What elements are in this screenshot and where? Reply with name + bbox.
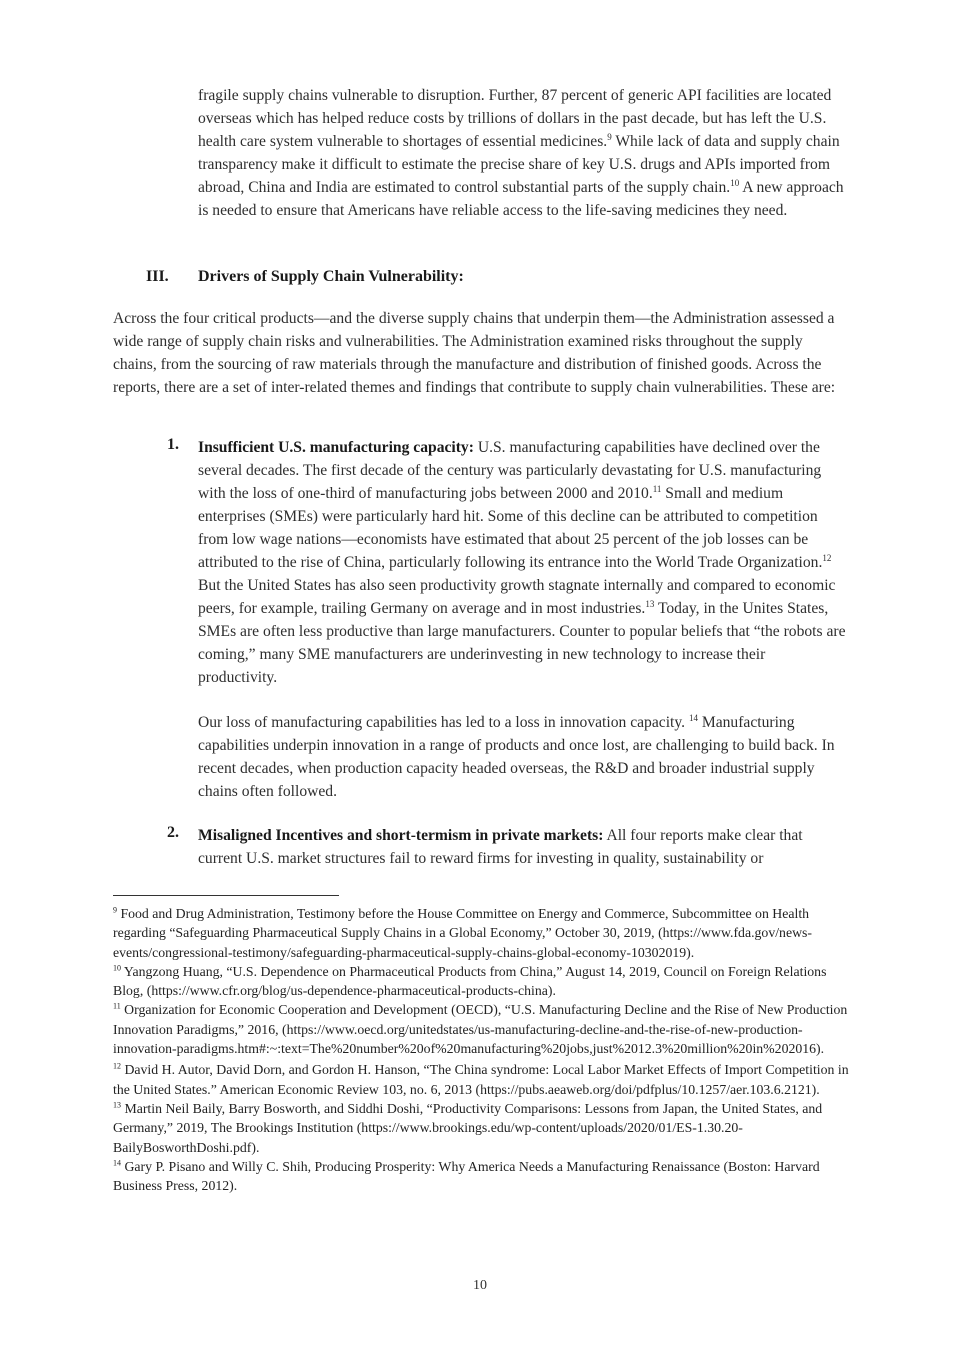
footnote-9 [113, 904, 853, 962]
list-item-1-text-d: Today, in the Unites States, SMEs are often less productive than large manufacturers. Counter to popular beliefs that “the robots are coming,” many SME manufacturers are underinvesting in new technology to increase their productivity. [198, 600, 846, 686]
intro-text-c: A new approach is needed to ensure that Americans have reliable access to the life-saving medicines they need. [198, 179, 844, 219]
section-number: III. [146, 268, 169, 285]
footnote-number: 10 [113, 963, 121, 973]
list-item-1-paragraph [198, 436, 848, 689]
footnote-text: Food and Drug Administration, Testimony before the House Committee on Energy and Commerce, Subcommittee on Health regarding “Safeguarding Pharmaceutical Supply Chains in a Global Economy,” October 30, 2019, (https://www.fda.gov/news-events/congressional-testimony/safeguarding-pharmaceutical-supply-chains-global-economy-10302019). [113, 906, 812, 960]
footnote-number: 12 [113, 1061, 121, 1071]
footnote-12 [113, 1060, 853, 1099]
list-item-1-lead: Insufficient U.S. manufacturing capacity: [198, 439, 474, 456]
footnote-ref-10[interactable]: 10 [730, 177, 740, 188]
page-number: 10 [473, 1278, 487, 1293]
footnote-text: Organization for Economic Cooperation and Development (OECD), “U.S. Manufacturing Decline and the Rise of New Production Innovation Paradigms,” 2016, (https://www.oecd.org/unitedstates/us-manufacturing-decline-and-the-rise-of-new-production-innovation-paradigms.htm#:~:text=The%20number%20of%20manufacturing%20jobs,just%2012.3%20million%20in%202016). [113, 1002, 848, 1057]
footnote-ref-11[interactable]: 11 [652, 483, 662, 494]
list-item-1-text-a: U.S. manufacturing capabilities have declined over the several decades. The first decade of the century was particularly devastating for U.S. manufacturing with the loss of one-third of manufacturing jobs between 2000 and 2010. [198, 439, 822, 502]
footnote-10 [113, 962, 853, 1001]
footnotes [113, 904, 853, 1195]
footnote-text: Yangzong Huang, “U.S. Dependence on Pharmaceutical Products from China,” August 14, 2019, Council on Foreign Relations Blog, (https://www.cfr.org/blog/us-dependence-pharmaceutical-products-china). [113, 963, 827, 999]
footnote-separator [113, 895, 339, 896]
footnote-number: 14 [113, 1158, 121, 1168]
list-item-1-text-b: Small and medium enterprises (SMEs) were particularly hard hit. Some of this decline can be attributed to competition from low wage nations—economists have estimated that about 25 percent of the job losses can be attributed to the rise of China, particularly following its entrance into the World Trade Organization. [198, 485, 823, 571]
list-item-2-text: All four reports make clear that current U.S. market structures fail to reward firms for investing in quality, sustainability or [198, 827, 803, 867]
footnote-number: 11 [113, 1001, 121, 1011]
list-item-2-paragraph [198, 824, 848, 870]
footnote-ref-14[interactable]: 14 [688, 712, 698, 723]
footnote-13 [113, 1099, 853, 1157]
intro-text-b: While lack of data and supply chain transparency make it difficult to estimate the precise share of key U.S. drugs and APIs imported from abroad, China and India are estimated to control substantial parts of the supply chain. [198, 133, 840, 196]
list-item-1-p2-text-a: Our loss of manufacturing capabilities has led to a loss in innovation capacity. [198, 714, 689, 731]
footnote-text: Gary P. Pisano and Willy C. Shih, Producing Prosperity: Why America Needs a Manufacturing Renaissance (Boston: Harvard Business Press, 2012). [113, 1158, 820, 1194]
list-item-number-2: 2. [167, 824, 179, 841]
list-item-2-lead: Misaligned Incentives and short-termism in private markets: [198, 827, 604, 844]
list-item-number-1: 1. [167, 436, 179, 453]
list-item-1-p2-text-b: Manufacturing capabilities underpin innovation in a range of products and once lost, are challenging to build back. In recent decades, when production capacity headed overseas, the R&D and broader industrial supply chains often followed. [198, 714, 835, 800]
footnote-number: 13 [113, 1100, 121, 1110]
intro-text-a: fragile supply chains vulnerable to disruption. Further, 87 percent of generic API facilities are located overseas which has helped reduce costs by trillions of dollars in the past decade, but has left the U.S. health care system vulnerable to shortages of essential medicines. [198, 87, 832, 150]
footnote-14 [113, 1157, 853, 1196]
intro-paragraph [198, 84, 848, 222]
footnote-text: Martin Neil Baily, Barry Bosworth, and Siddhi Doshi, “Productivity Comparisons: Lessons from Japan, the United States, and Germany,” 2019, The Brookings Institution (https://www.brookings.edu/wp-content/uploads/2020/01/ES-1.30.20-BailyBosworthDoshi.pdf). [113, 1100, 823, 1155]
list-item-1-text-c: But the United States has also seen productivity growth stagnate internally and compared to economic peers, for example, trailing Germany on average and in most industries. [198, 577, 836, 617]
footnote-text: David H. Autor, David Dorn, and Gordon H. Hanson, “The China syndrome: Local Labor Market Effects of Import Competition in the United States.” American Economic Review 103, no. 6, 2013 (https://pubs.aeaweb.org/doi/pdfplus/10.1257/aer.103.6.2121). [113, 1062, 849, 1097]
footnote-ref-13[interactable]: 13 [645, 598, 655, 609]
footnote-number: 9 [113, 905, 117, 915]
section-paragraph: Across the four critical products—and the diverse supply chains that underpin them—the Administration assessed a wide range of supply chain risks and vulnerabilities. The Administration examined risks throughout the supply chains, from the sourcing of raw materials through the manufacture and distribution of finished goods. Across the reports, there are a set of inter-related themes and findings that contribute to supply chain vulnerabilities. These are: [113, 310, 836, 396]
footnote-11 [113, 1000, 853, 1058]
section-title: Drivers of Supply Chain Vulnerability: [198, 268, 464, 285]
footnote-ref-12[interactable]: 12 [822, 552, 832, 563]
list-item-1-paragraph-2 [198, 711, 848, 803]
footnote-ref-9[interactable]: 9 [607, 131, 612, 142]
